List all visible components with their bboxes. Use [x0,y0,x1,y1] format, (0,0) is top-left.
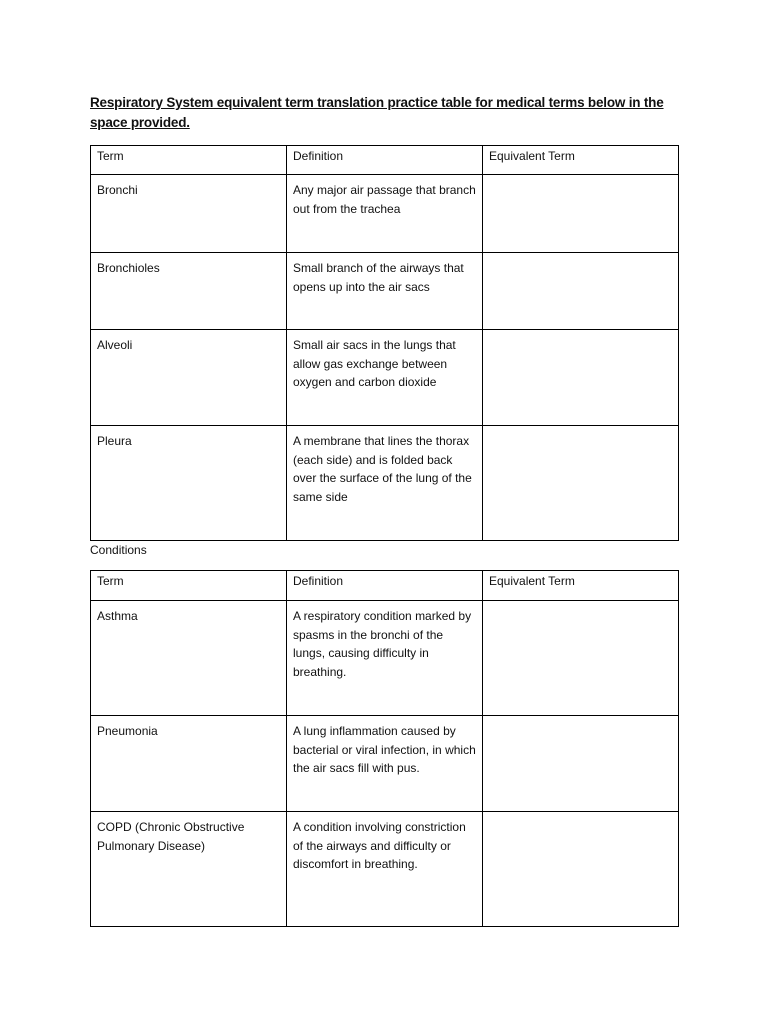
definition-cell: A respiratory condition marked by spasms in the bronchi of the lungs, causing difficulty in breathing. [287,601,483,716]
table-header-row [91,146,679,175]
table-row [91,253,679,330]
equivalent-term-cell[interactable] [483,716,679,812]
page-title: Respiratory System equivalent term translation practice table for medical terms below in the space provided. [90,95,664,130]
header-definition: Definition [287,146,483,175]
header-definition: Definition [287,571,483,601]
table-row [91,175,679,253]
definition-cell: Small branch of the airways that opens up into the air sacs [287,253,483,330]
table-row [91,330,679,426]
definition-cell: A membrane that lines the thorax (each side) and is folded back over the surface of the lung of the same side [287,426,483,541]
anatomy-table [90,145,679,541]
equivalent-term-cell[interactable] [483,175,679,253]
term-cell: Bronchi [91,175,287,253]
equivalent-term-cell[interactable] [483,812,679,927]
definition-cell: Any major air passage that branch out from the trachea [287,175,483,253]
header-term: Term [91,146,287,175]
conditions-table [90,570,679,927]
term-cell: Pneumonia [91,716,287,812]
term-cell: COPD (Chronic Obstructive Pulmonary Disease) [91,812,287,927]
definition-cell: A condition involving constriction of the airways and difficulty or discomfort in breathing. [287,812,483,927]
equivalent-term-cell[interactable] [483,330,679,426]
term-cell: Asthma [91,601,287,716]
table-row [91,601,679,716]
table-header-row [91,571,679,601]
term-cell: Pleura [91,426,287,541]
section-label-conditions: Conditions [90,543,147,557]
table-row [91,716,679,812]
header-equivalent-term: Equivalent Term [483,571,679,601]
table-row [91,812,679,927]
equivalent-term-cell[interactable] [483,601,679,716]
header-term: Term [91,571,287,601]
definition-cell: A lung inflammation caused by bacterial or viral infection, in which the air sacs fill with pus. [287,716,483,812]
header-equivalent-term: Equivalent Term [483,146,679,175]
definition-cell: Small air sacs in the lungs that allow gas exchange between oxygen and carbon dioxide [287,330,483,426]
term-cell: Alveoli [91,330,287,426]
term-cell: Bronchioles [91,253,287,330]
equivalent-term-cell[interactable] [483,426,679,541]
table-row [91,426,679,541]
equivalent-term-cell[interactable] [483,253,679,330]
